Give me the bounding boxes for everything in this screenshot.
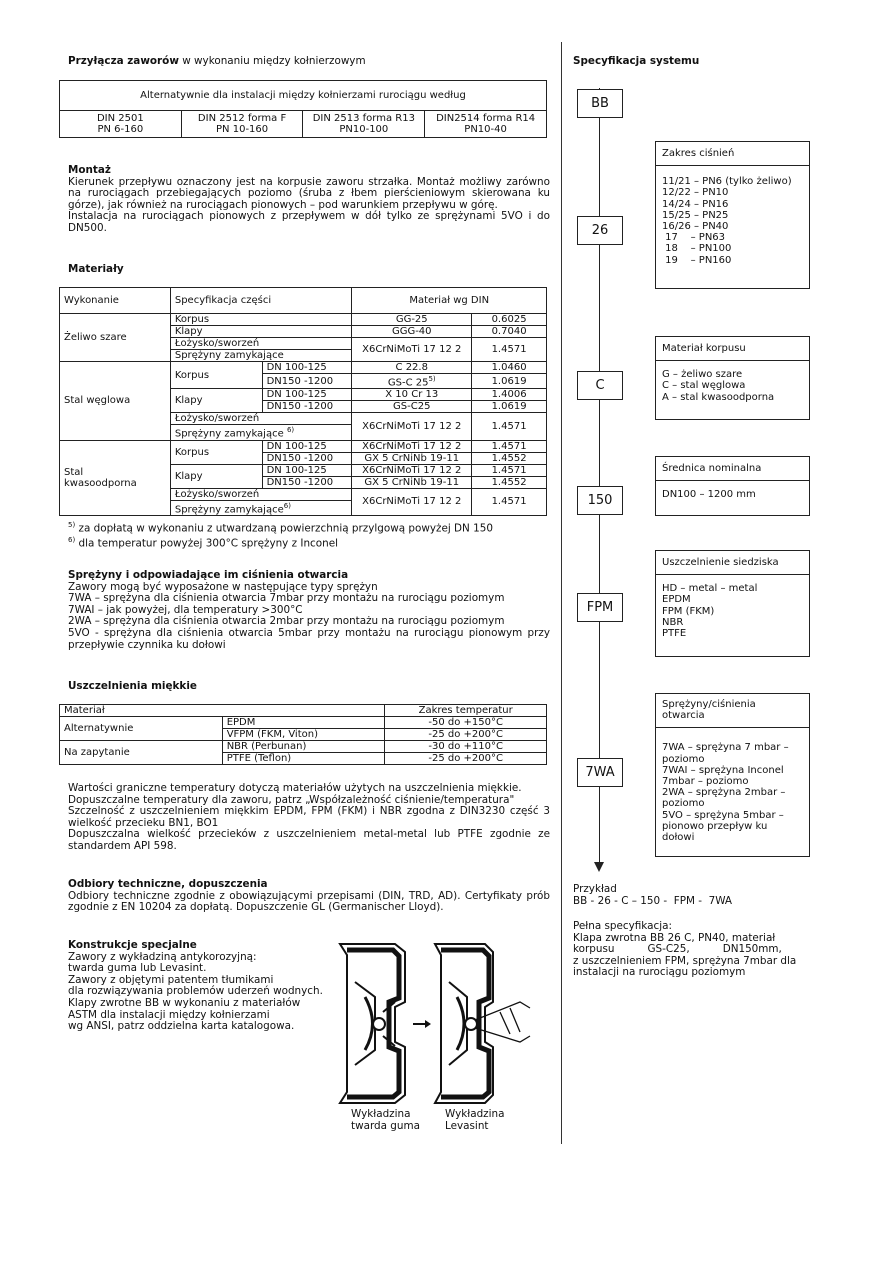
- box-header: Zakres ciśnień: [656, 142, 809, 166]
- box-row: 14/24 – PN16: [662, 198, 729, 210]
- body-material-box: [655, 336, 810, 420]
- seals-title: Uszczelnienia miękkie: [68, 680, 197, 692]
- seals-note: Dopuszczalna wielkość przecieków z uszczelnieniem metal-metal lub PTFE zgodnie ze standardem API 598.: [68, 828, 550, 852]
- material-cell: GGG-40: [352, 326, 472, 338]
- part-cell: Korpus: [170, 440, 262, 464]
- dn-cell: DN 100-125: [262, 464, 352, 476]
- part-cell: Łożysko/sworzeń: [170, 488, 352, 500]
- dn-cell: DN150 -1200: [262, 401, 352, 413]
- footnote: $^{6)}$ dla temperatur powyżej 300°C sprężyny z Inconel: [68, 536, 338, 550]
- footnote: $^{5)}$ za dopłatą w wykonaniu z utwardzaną powierzchnią przylgową powyżej DN 150: [68, 521, 493, 535]
- code-box-seat-seal: FPM: [577, 593, 623, 622]
- special-line: dla rozwiązywania problemów uderzeń wodnych.: [68, 985, 323, 998]
- dn-cell: DN 100-125: [262, 440, 352, 452]
- springs-line: 5VO - sprężyna dla ciśnienia otwarcia 5mbar przy montażu na rurociągu pionowym przy przepływie czynnika ku dołowi: [68, 626, 550, 651]
- seals-note: Dopuszczalne temperatury dla zaworu, patrz „Współzależność ciśnienie/temperatura": [68, 793, 515, 806]
- box-row: 7mbar – poziomo: [662, 776, 749, 788]
- montage-text: Instalacja na rurociągach pionowych z przepływem w dół tylko ze sprężynami 5VO i do DN500.: [68, 210, 550, 234]
- number-cell: 1.4571: [472, 413, 547, 440]
- dn-cell: DN150 -1200: [262, 374, 352, 389]
- box-row: NBR: [662, 616, 684, 628]
- material-cell: GX 5 CrNiNb 19-11: [352, 452, 472, 464]
- number-cell: 1.0619: [472, 401, 547, 413]
- seal-range: -25 do +200°C: [385, 753, 547, 765]
- seals-header: Materiał: [60, 705, 385, 717]
- material-cell: X6CrNiMoTi 17 12 2: [352, 413, 472, 440]
- part-cell: Łożysko/sworzeń: [170, 338, 352, 350]
- materials-table: [59, 287, 547, 516]
- box-row: G – żeliwo szare: [662, 369, 743, 381]
- box-row: 5VO – sprężyna 5mbar –: [662, 809, 784, 821]
- connections-cell: DIN2514 forma R14 PN10-40: [425, 111, 547, 138]
- seal-name: EPDM: [222, 717, 385, 729]
- springs-line: 7WAI – jak powyżej, dla temperatury >300°C: [68, 603, 303, 616]
- seals-header: Zakres temperatur: [385, 705, 547, 717]
- montage-section: [68, 165, 550, 235]
- approvals-section: [68, 879, 550, 914]
- code-box-springs: 7WA: [577, 758, 623, 787]
- materials-header: Wykonanie: [60, 288, 171, 314]
- full-spec-line: Klapa zwrotna BB 26 C, PN40, materiał: [573, 931, 776, 944]
- dn-cell: DN150 -1200: [262, 452, 352, 464]
- material-cell: GS-C 25$^{5)}$: [352, 374, 472, 389]
- seal-name: NBR (Perbunan): [222, 741, 385, 753]
- code-box-pressure: 26: [577, 216, 623, 245]
- valve-lining-diagram: [335, 942, 535, 1107]
- part-cell: Korpus: [170, 362, 262, 389]
- seal-range: -30 do +110°C: [385, 741, 547, 753]
- material-cell: X6CrNiMoTi 17 12 2: [352, 338, 472, 362]
- nominal-diameter-box: [655, 456, 810, 516]
- number-cell: 1.0619: [472, 374, 547, 389]
- full-spec-line: z uszczelnieniem FPM, sprężyna 7mbar dla: [573, 954, 797, 967]
- variant-cell: Stal kwasoodporna: [60, 440, 171, 515]
- box-row: poziomo: [662, 798, 705, 810]
- box-row: 18 – PN100: [662, 243, 732, 255]
- springs-line: 7WA – sprężyna dla ciśnienia otwarcia 7mbar przy montażu na rurociągu poziomym: [68, 592, 505, 605]
- seals-notes: [68, 783, 550, 853]
- connections-cell: DIN 2501 PN 6-160: [60, 111, 182, 138]
- part-cell: Klapy: [170, 464, 262, 488]
- springs-line: 2WA – sprężyna dla ciśnienia otwarcia 2mbar przy montażu na rurociągu poziomym: [68, 615, 505, 628]
- box-row: 7WAI – sprężyna Inconel: [662, 764, 784, 776]
- material-cell: X6CrNiMoTi 17 12 2: [352, 464, 472, 476]
- code-box-nominal-diameter: 150: [577, 486, 623, 515]
- example-section: [573, 884, 808, 907]
- seals-group: Alternatywnie: [60, 717, 223, 741]
- box-row: 16/26 – PN40: [662, 221, 729, 233]
- number-cell: 1.0460: [472, 362, 547, 374]
- system-title: Specyfikacja systemu: [573, 55, 700, 67]
- approvals-title: Odbiory techniczne, dopuszczenia: [68, 878, 268, 890]
- box-header: Materiał korpusu: [656, 337, 809, 361]
- full-spec-line: instalacji na rurociągu poziomym: [573, 966, 746, 979]
- springs-title: Sprężyny i odpowiadające im ciśnienia otwarcia: [68, 569, 349, 581]
- special-line: Zawory z wykładziną antykorozyjną:: [68, 950, 257, 963]
- number-cell: 1.4552: [472, 452, 547, 464]
- box-row: 15/25 – PN25: [662, 209, 729, 221]
- valve-levasint-drawing: [435, 944, 530, 1103]
- material-cell: X6CrNiMoTi 17 12 2: [352, 488, 472, 515]
- box-header: Średnica nominalna: [656, 457, 809, 481]
- material-cell: GS-C25: [352, 401, 472, 413]
- montage-text: Kierunek przepływu oznaczony jest na korpusie zaworu strzałka. Montaż możliwy zarówno na rurociągach przebiegających poziomo (śruba z łbem pierścieniowym skierowana ku górze), jak również na rurociągach pionowych – pod warunkiem przepływu w górę.: [68, 175, 550, 211]
- part-cell: Klapy: [170, 326, 352, 338]
- seal-name: PTFE (Teflon): [222, 753, 385, 765]
- column-divider: [561, 42, 562, 1144]
- seals-table: [59, 704, 547, 765]
- number-cell: 0.7040: [472, 326, 547, 338]
- montage-title: Montaż: [68, 164, 111, 176]
- springs-box: [655, 693, 810, 857]
- springs-section: [68, 570, 550, 651]
- materials-header: Materiał wg DIN: [352, 288, 547, 314]
- number-cell: 1.4006: [472, 389, 547, 401]
- springs-line: Zawory mogą być wyposażone w następujące typy sprężyn: [68, 580, 378, 593]
- box-row: 7WA – sprężyna 7 mbar –: [662, 742, 789, 754]
- valve-hard-rubber-drawing: [340, 944, 405, 1103]
- full-spec-section: [573, 921, 803, 979]
- box-header: Uszczelnienie siedziska: [656, 551, 809, 575]
- full-spec-line: korpusu GS-C25, DN150mm,: [573, 943, 782, 956]
- variant-cell: Stal węglowa: [60, 362, 171, 441]
- caption-levasint: Wykładzina Levasint: [445, 1108, 505, 1132]
- special-line: Zawory z objętymi patentem tłumikami: [68, 973, 274, 986]
- part-cell: Sprężyny zamykające$^{6)}$: [170, 500, 352, 515]
- variant-cell: Żeliwo szare: [60, 314, 171, 362]
- part-cell: Klapy: [170, 389, 262, 413]
- part-cell: Sprężyny zamykające $^{6)}$: [170, 425, 352, 440]
- seal-range: -50 do +150°C: [385, 717, 547, 729]
- code-box-body-material: C: [577, 371, 623, 400]
- box-row: poziomo: [662, 753, 705, 765]
- box-row: EPDM: [662, 594, 691, 606]
- box-row: A – stal kwasoodporna: [662, 391, 775, 403]
- approvals-text: Odbiory techniczne zgodnie z obowiązującymi przepisami (DIN, TRD, AD). Certyfikaty prób zgodnie z EN 10204 za dopłatą. Dopuszczenie GL (Germanischer Lloyd).: [68, 889, 550, 914]
- materials-title: Materiały: [68, 263, 124, 275]
- seals-note: Wartości graniczne temperatury dotyczą materiałów użytych na uszczelnienia miękkie.: [68, 782, 522, 794]
- materials-footnotes: [68, 520, 550, 550]
- number-cell: 0.6025: [472, 314, 547, 326]
- example-label: Przykład: [573, 883, 617, 895]
- connections-title: Przyłącza zaworów w wykonaniu między kołnierzowym: [68, 55, 366, 67]
- seal-range: -25 do +200°C: [385, 729, 547, 741]
- material-cell: GG-25: [352, 314, 472, 326]
- special-section: [68, 940, 333, 1033]
- part-cell: Łożysko/sworzeń: [170, 413, 352, 425]
- seal-name: VFPM (FKM, Viton): [222, 729, 385, 741]
- special-line: ASTM dla instalacji między kołnierzami: [68, 1008, 270, 1021]
- arrow-down-icon: [594, 862, 604, 872]
- material-cell: C 22.8: [352, 362, 472, 374]
- special-title: Konstrukcje specjalne: [68, 939, 197, 951]
- number-cell: 1.4571: [472, 338, 547, 362]
- full-spec-label: Pełna specyfikacja:: [573, 920, 672, 932]
- code-box-type: BB: [577, 89, 623, 118]
- dn-cell: DN 100-125: [262, 362, 352, 374]
- connections-table: [59, 80, 547, 138]
- box-row: 2WA – sprężyna 2mbar –: [662, 787, 786, 799]
- materials-header: Specyfikacja części: [170, 288, 352, 314]
- part-cell: Korpus: [170, 314, 352, 326]
- number-cell: 1.4571: [472, 488, 547, 515]
- special-line: wg ANSI, patrz oddzielna karta katalogowa.: [68, 1020, 295, 1033]
- spec-spine-line: [599, 88, 600, 863]
- box-row: 19 – PN160: [662, 254, 732, 266]
- dn-cell: DN150 -1200: [262, 476, 352, 488]
- material-cell: X6CrNiMoTi 17 12 2: [352, 440, 472, 452]
- box-header: Sprężyny/ciśnienia otwarcia: [656, 694, 809, 728]
- material-cell: GX 5 CrNiNb 19-11: [352, 476, 472, 488]
- number-cell: 1.4571: [472, 440, 547, 452]
- seat-seal-box: [655, 550, 810, 657]
- connections-table-header: Alternatywnie dla instalacji między kołnierzami rurociągu według: [60, 81, 547, 111]
- box-row: DN100 – 1200 mm: [662, 489, 756, 501]
- seals-group: Na zapytanie: [60, 741, 223, 765]
- special-line: Klapy zwrotne BB w wykonaniu z materiałów: [68, 996, 301, 1009]
- box-row: FPM (FKM): [662, 605, 715, 617]
- box-row: HD – metal – metal: [662, 583, 758, 595]
- number-cell: 1.4552: [472, 476, 547, 488]
- connections-cell: DIN 2512 forma F PN 10-160: [181, 111, 303, 138]
- box-row: C – stal węglowa: [662, 380, 746, 392]
- box-row: 12/22 – PN10: [662, 187, 729, 199]
- part-cell: Sprężyny zamykające: [170, 350, 352, 362]
- caption-hard-rubber: Wykładzina twarda guma: [351, 1108, 420, 1132]
- material-cell: X 10 Cr 13: [352, 389, 472, 401]
- box-row: 11/21 – PN6 (tylko żeliwo): [662, 176, 792, 188]
- box-row: 17 – PN63: [662, 232, 726, 244]
- box-row: pionowo przepływ ku: [662, 820, 768, 832]
- number-cell: 1.4571: [472, 464, 547, 476]
- example-value: BB - 26 - C – 150 - FPM - 7WA: [573, 894, 733, 907]
- seals-note: Szczelność z uszczelnieniem miękkim EPDM, FPM (FKM) i NBR zgodna z DIN3230 część 3 wielkość przecieku BN1, BO1: [68, 805, 550, 829]
- dn-cell: DN 100-125: [262, 389, 352, 401]
- box-row: dołowi: [662, 832, 695, 844]
- connections-cell: DIN 2513 forma R13 PN10-100: [303, 111, 425, 138]
- box-row: PTFE: [662, 628, 687, 640]
- special-line: twarda guma lub Levasint.: [68, 962, 207, 975]
- pressure-range-box: [655, 141, 810, 289]
